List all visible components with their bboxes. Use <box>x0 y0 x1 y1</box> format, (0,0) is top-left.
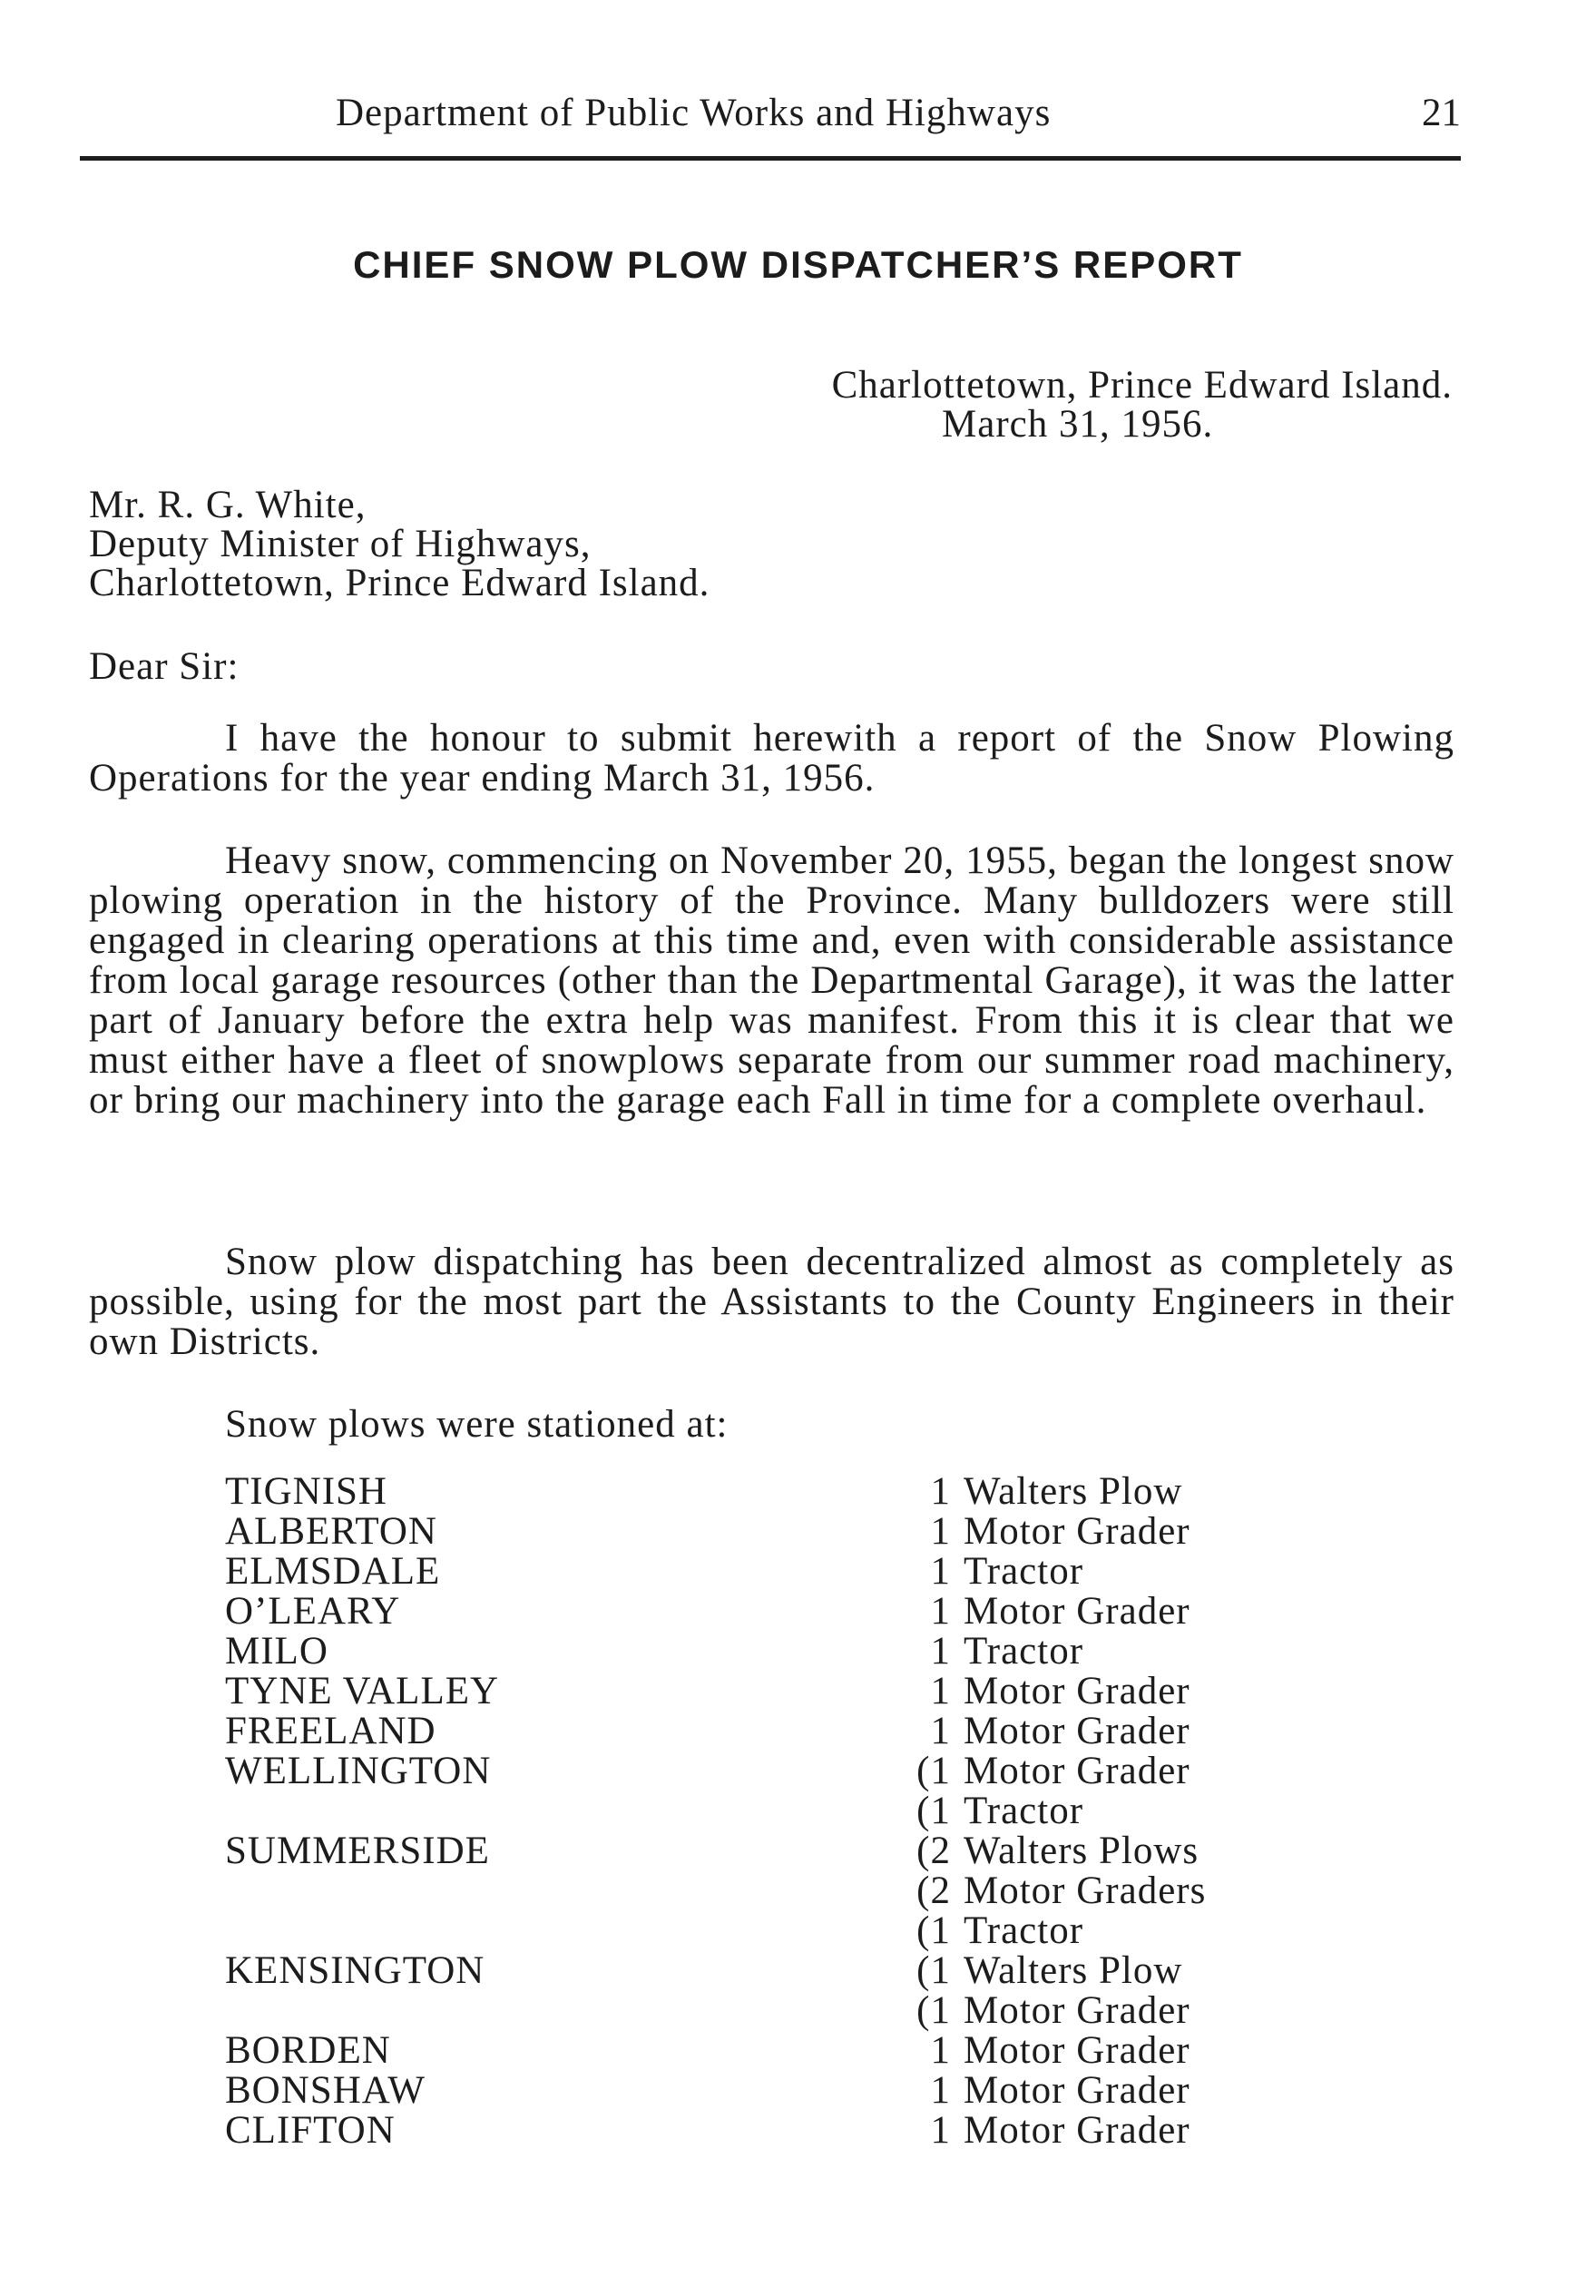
station-place: FREELAND <box>225 1710 436 1752</box>
table-row <box>225 2071 1314 2111</box>
table-row <box>225 1712 1314 1751</box>
report-title: CHIEF SNOW PLOW DISPATCHER’S REPORT <box>353 243 1243 286</box>
station-equipment: Motor Grader <box>964 1510 1190 1553</box>
station-count: (1 <box>916 1909 951 1952</box>
station-count: 1 <box>930 1710 951 1752</box>
station-count: (1 <box>916 1949 951 1992</box>
station-equipment: Walters Plows <box>964 1830 1199 1872</box>
station-place: ALBERTON <box>225 1510 437 1553</box>
table-row <box>225 2111 1314 2151</box>
addressee-name: Mr. R. G. White, <box>89 484 367 526</box>
station-place: KENSINGTON <box>225 1949 485 1992</box>
table-row <box>225 1791 1314 1831</box>
station-equipment: Tractor <box>964 1790 1084 1832</box>
addressee-position: Deputy Minister of Highways, <box>89 523 592 565</box>
station-count: 1 <box>930 1470 951 1513</box>
station-equipment: Motor Grader <box>964 2109 1190 2152</box>
station-count: 1 <box>930 1590 951 1633</box>
station-count: 1 <box>930 2109 951 2152</box>
stations-intro: Snow plows were stationed at: <box>225 1403 729 1446</box>
body-paragraph: Snow plow dispatching has been decentralized almost as completely as possible, using for the most part the Assistants to the County Engineers in their own Districts. <box>89 1241 1454 1363</box>
station-place: CLIFTON <box>225 2109 396 2152</box>
table-row <box>225 1991 1314 2031</box>
table-row <box>225 1592 1314 1632</box>
header-title: Department of Public Works and Highways <box>336 92 1052 134</box>
station-count: (1 <box>916 1989 951 2032</box>
station-count: (1 <box>916 1750 951 1792</box>
station-place: ELMSDALE <box>225 1550 441 1593</box>
station-count: (1 <box>916 1790 951 1832</box>
letter-date: March 31, 1956. <box>942 403 1214 446</box>
station-equipment: Tractor <box>964 1909 1084 1952</box>
station-equipment: Motor Grader <box>964 2029 1190 2072</box>
station-equipment: Motor Graders <box>964 1869 1207 1912</box>
table-row <box>225 1911 1314 1951</box>
sender-place: Charlottetown, Prince Edward Island. <box>831 364 1453 407</box>
station-equipment: Motor Grader <box>964 1670 1190 1712</box>
station-equipment: Motor Grader <box>964 1710 1190 1752</box>
station-count: 1 <box>930 1550 951 1593</box>
station-count: 1 <box>930 1670 951 1712</box>
table-row <box>225 1472 1314 1512</box>
station-place <box>225 1871 896 1911</box>
body-paragraph: Heavy snow, commencing on November 20, 1955, began the longest snow plowing operation in the history of the Province. Many bulldozers were still engaged in clearing operations at this time and, even with considerable assistance from local garage resources (other than the Departmental Garage), it was the latter part of January before the extra help was manifest. From this it is clear that we must either have a fleet of snowplows separate from our summer road machinery, or bring our machinery into the garage each Fall in time for a complete overhaul. <box>89 839 1454 1122</box>
table-row <box>225 1751 1314 1791</box>
station-equipment: Motor Grader <box>964 1989 1190 2032</box>
station-count: 1 <box>930 1630 951 1673</box>
station-place: SUMMERSIDE <box>225 1830 490 1872</box>
station-count: 1 <box>930 1510 951 1553</box>
station-equipment: Motor Grader <box>964 2069 1190 2112</box>
station-place <box>225 1991 896 2031</box>
station-place <box>225 1911 896 1951</box>
page-number: 21 <box>1422 92 1461 134</box>
header-rule <box>80 156 1461 161</box>
table-row <box>225 2031 1314 2071</box>
station-equipment: Walters Plow <box>964 1949 1183 1992</box>
station-place: TIGNISH <box>225 1470 387 1513</box>
table-row <box>225 1552 1314 1592</box>
table-row <box>225 1672 1314 1712</box>
station-equipment: Motor Grader <box>964 1750 1190 1792</box>
salutation: Dear Sir: <box>89 645 240 688</box>
station-place <box>225 1791 896 1831</box>
station-place: MILO <box>225 1630 328 1673</box>
table-row <box>225 1632 1314 1672</box>
table-row <box>225 1951 1314 1991</box>
station-place: BORDEN <box>225 2029 391 2072</box>
station-count: 1 <box>930 2069 951 2112</box>
station-equipment: Motor Grader <box>964 1590 1190 1633</box>
station-count: (2 <box>916 1869 951 1912</box>
station-place: TYNE VALLEY <box>225 1670 500 1712</box>
running-header <box>86 91 1461 154</box>
station-equipment: Tractor <box>964 1550 1084 1593</box>
station-equipment: Walters Plow <box>964 1470 1183 1513</box>
station-equipment: Tractor <box>964 1630 1084 1673</box>
station-count: (2 <box>916 1830 951 1872</box>
table-row <box>225 1512 1314 1552</box>
station-place: BONSHAW <box>225 2069 426 2112</box>
addressee-location: Charlottetown, Prince Edward Island. <box>89 562 710 604</box>
stations-table <box>225 1472 1314 2151</box>
body-paragraph: I have the honour to submit herewith a report of the Snow Plowing Operations for the year ending March 31, 1956. <box>89 717 1454 800</box>
station-place: WELLINGTON <box>225 1750 492 1792</box>
station-place: O’LEARY <box>225 1590 401 1633</box>
station-count: 1 <box>930 2029 951 2072</box>
table-row <box>225 1831 1314 1871</box>
table-row <box>225 1871 1314 1911</box>
